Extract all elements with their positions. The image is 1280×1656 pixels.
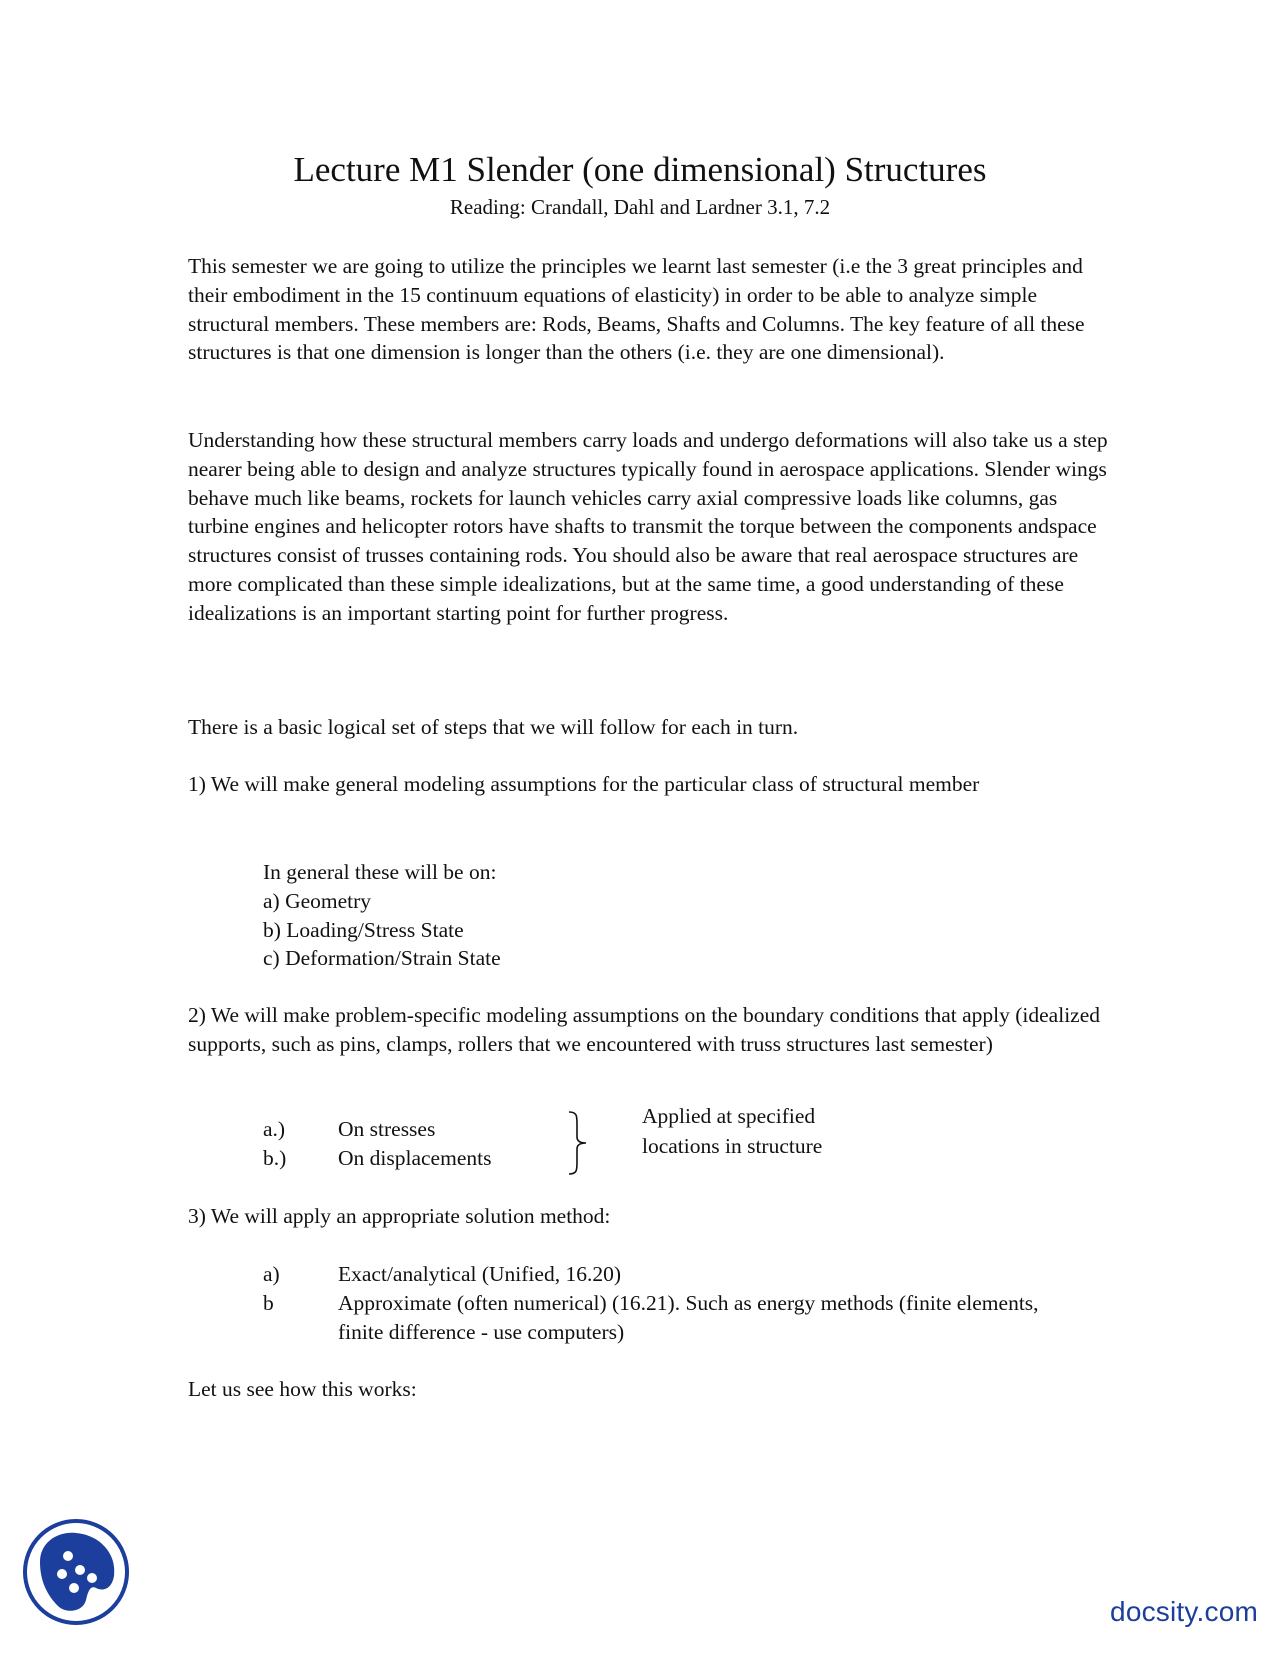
item-text: Exact/analytical (Unified, 16.20) xyxy=(338,1262,621,1286)
general-assumptions-list xyxy=(263,858,501,973)
item-letter: b.) xyxy=(263,1146,287,1170)
page-title: Lecture M1 Slender (one dimensional) Structures xyxy=(293,150,987,189)
item-letter: a) xyxy=(263,1262,280,1286)
step-3-paragraph: 3) We will apply an appropriate solution method: xyxy=(188,1204,611,1228)
step-2-paragraph: 2) We will make problem-specific modeling assumptions on the boundary conditions that apply (idealized supports, such as pins, clamps, rollers that we encountered with truss structures last semester) xyxy=(188,1003,1101,1056)
list-item: c) Deformation/Strain State xyxy=(263,946,501,971)
general-list-intro: In general these will be on: xyxy=(263,860,497,884)
item-letter: b xyxy=(263,1291,274,1315)
list-item: b) Loading/Stress State xyxy=(263,917,464,942)
item-letter: a.) xyxy=(263,1117,286,1141)
boundary-condition-note xyxy=(642,1101,902,1161)
curly-brace-icon xyxy=(566,1110,590,1176)
understanding-paragraph: Understanding how these structural members carry loads and undergo deformations will also take us a step nearer being able to design and analyze structures typically found in aerospace applications. Slender wings behave much like beams, rockets for launch vehicles carry axial compressive loads like columns, gas turbine engines and helicopter rotors have shafts to transmit the torque between the components andspace structures consist of trusses containing rods. You should also be aware that real aerospace structures are more complicated than these simple idealizations, but at the same time, a good understanding of these idealizations is an important starting point for further progress. xyxy=(188,428,1108,625)
note-line: locations in structure xyxy=(642,1134,823,1158)
item-text: Approximate (often numerical) (16.21). Such as energy methods (finite elements, finite difference - use computers) xyxy=(338,1291,1039,1344)
step-1-paragraph: 1) We will make general modeling assumptions for the particular class of structural member xyxy=(188,772,980,796)
note-line: Applied at specified xyxy=(642,1104,816,1128)
docsity-logo-icon[interactable] xyxy=(22,1518,130,1626)
reading-reference: Reading: Crandall, Dahl and Lardner 3.1, 7.2 xyxy=(449,195,831,219)
steps-intro-paragraph: There is a basic logical set of steps that we will follow for each in turn. xyxy=(188,715,799,739)
intro-paragraph: This semester we are going to utilize the principles we learnt last semester (i.e the 3 great principles and their embodiment in the 15 continuum equations of elasticity) in order to be able to analyze simple structural members. These members are: Rods, Beams, Shafts and Columns. The key feature of all these structures is that one dimension is longer than the others (i.e. they are one dimensional). xyxy=(188,254,1085,365)
closing-paragraph: Let us see how this works: xyxy=(188,1377,417,1401)
item-text: On displacements xyxy=(338,1146,492,1170)
item-text: On stresses xyxy=(338,1117,436,1141)
list-item: a) Geometry xyxy=(263,888,372,913)
brand-link[interactable]: docsity.com xyxy=(1110,1596,1258,1627)
